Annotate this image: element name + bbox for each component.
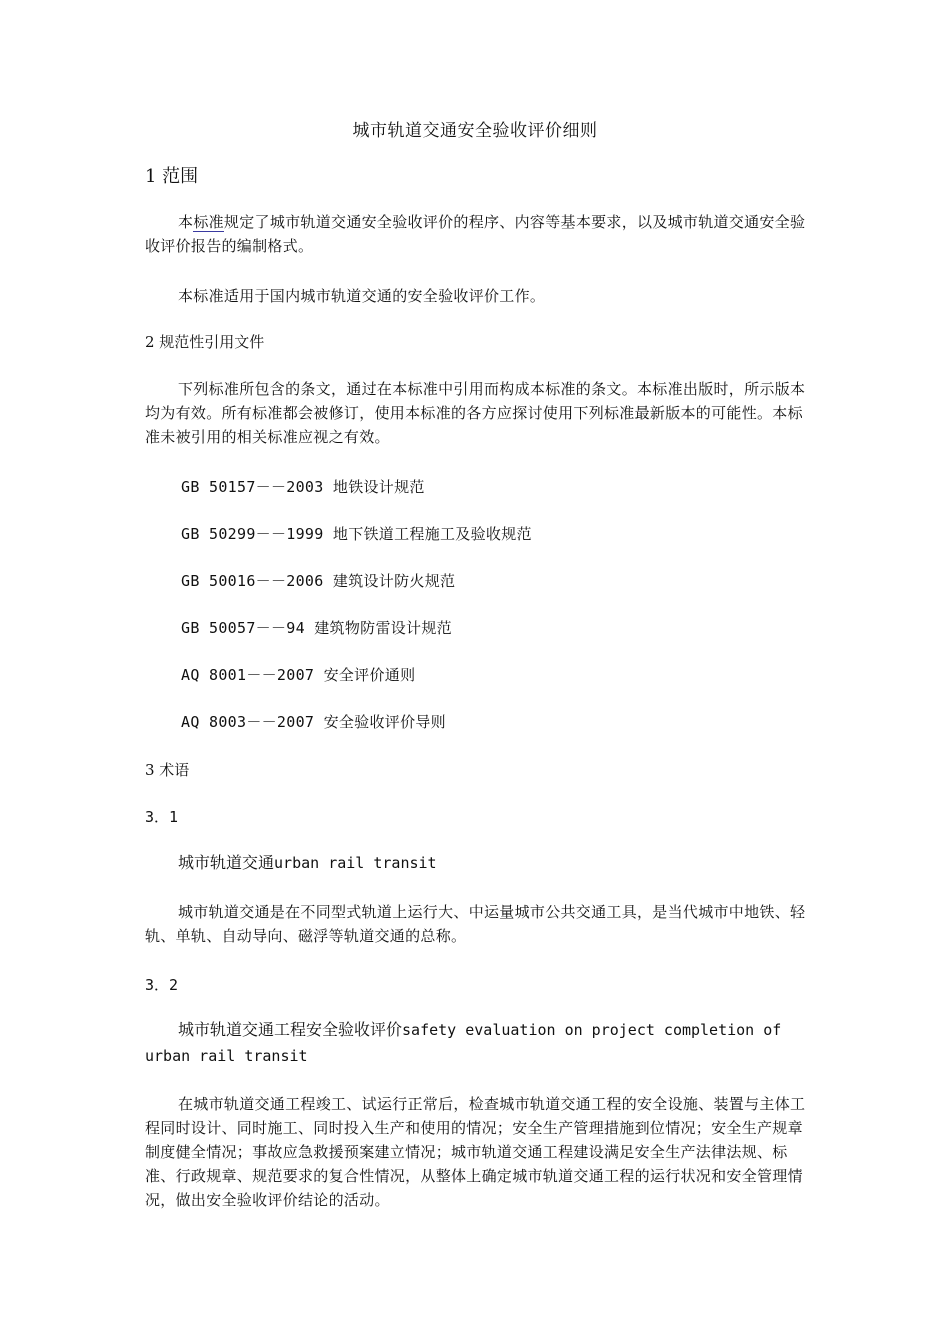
term-title: [145, 1017, 810, 1069]
section-2-heading: 2 规范性引用文件: [145, 333, 265, 351]
term-definition: 城市轨道交通是在不同型式轨道上运行大、中运量城市公共交通工具，是当代城市中地铁、轻轨、单轨、自动导向、磁浮等轨道交通的总称。: [145, 903, 806, 945]
section-2-paragraph-1: 下列标准所包含的条文，通过在本标准中引用而构成本标准的条文。本标准出版时，所示版本均为有效。所有标准都会被修订，使用本标准的各方应探讨使用下列标准最新版本的可能性。本标准未被引用的相关标准应视之有效。: [145, 380, 806, 446]
section-1-paragraph-2: 本标准适用于国内城市轨道交通的安全验收评价工作。: [178, 287, 546, 305]
reference-item: GB 50057－－94 建筑物防雷设计规范: [181, 619, 452, 637]
term-en: urban rail transit: [274, 854, 437, 872]
reference-item: AQ 8001－－2007 安全评价通则: [181, 666, 416, 684]
reference-item: GB 50299－－1999 地下铁道工程施工及验收规范: [181, 525, 532, 543]
section-3-heading: 3 术语: [145, 761, 190, 779]
standard-link[interactable]: 标准: [193, 213, 224, 231]
term-en: safety evaluation on project completion of urban rail transit: [145, 1021, 782, 1065]
term-number: 3．2: [145, 976, 179, 994]
term-number: 3．1: [145, 808, 179, 826]
paragraph-text: 本: [178, 213, 194, 231]
section-1-paragraph-1: [145, 210, 810, 258]
reference-item: GB 50016－－2006 建筑设计防火规范: [181, 572, 456, 590]
document-title: 城市轨道交通安全验收评价细则: [352, 121, 598, 141]
paragraph-text: 规定了城市轨道交通安全验收评价的程序、内容等基本要求，以及城市轨道交通安全验收评价报告的编制格式。: [145, 213, 806, 255]
reference-item: AQ 8003－－2007 安全验收评价导则: [181, 713, 446, 731]
reference-item: GB 50157－－2003 地铁设计规范: [181, 478, 425, 496]
term-definition: 在城市轨道交通工程竣工、试运行正常后，检查城市轨道交通工程的安全设施、装置与主体工程同时设计、同时施工、同时投入生产和使用的情况；安全生产管理措施到位情况；安全生产规章制度健全情况；事故应急救援预案建立情况；城市轨道交通工程建设满足安全生产法律法规、标准、行政规章、规范要求的复合性情况，从整体上确定城市轨道交通工程的运行状况和安全管理情况，做出安全验收评价结论的活动。: [145, 1095, 806, 1209]
term-zh: 城市轨道交通工程安全验收评价: [178, 1020, 403, 1039]
term-title: [145, 850, 810, 876]
term-zh: 城市轨道交通: [178, 853, 275, 872]
section-1-heading: 1 范围: [145, 166, 199, 187]
